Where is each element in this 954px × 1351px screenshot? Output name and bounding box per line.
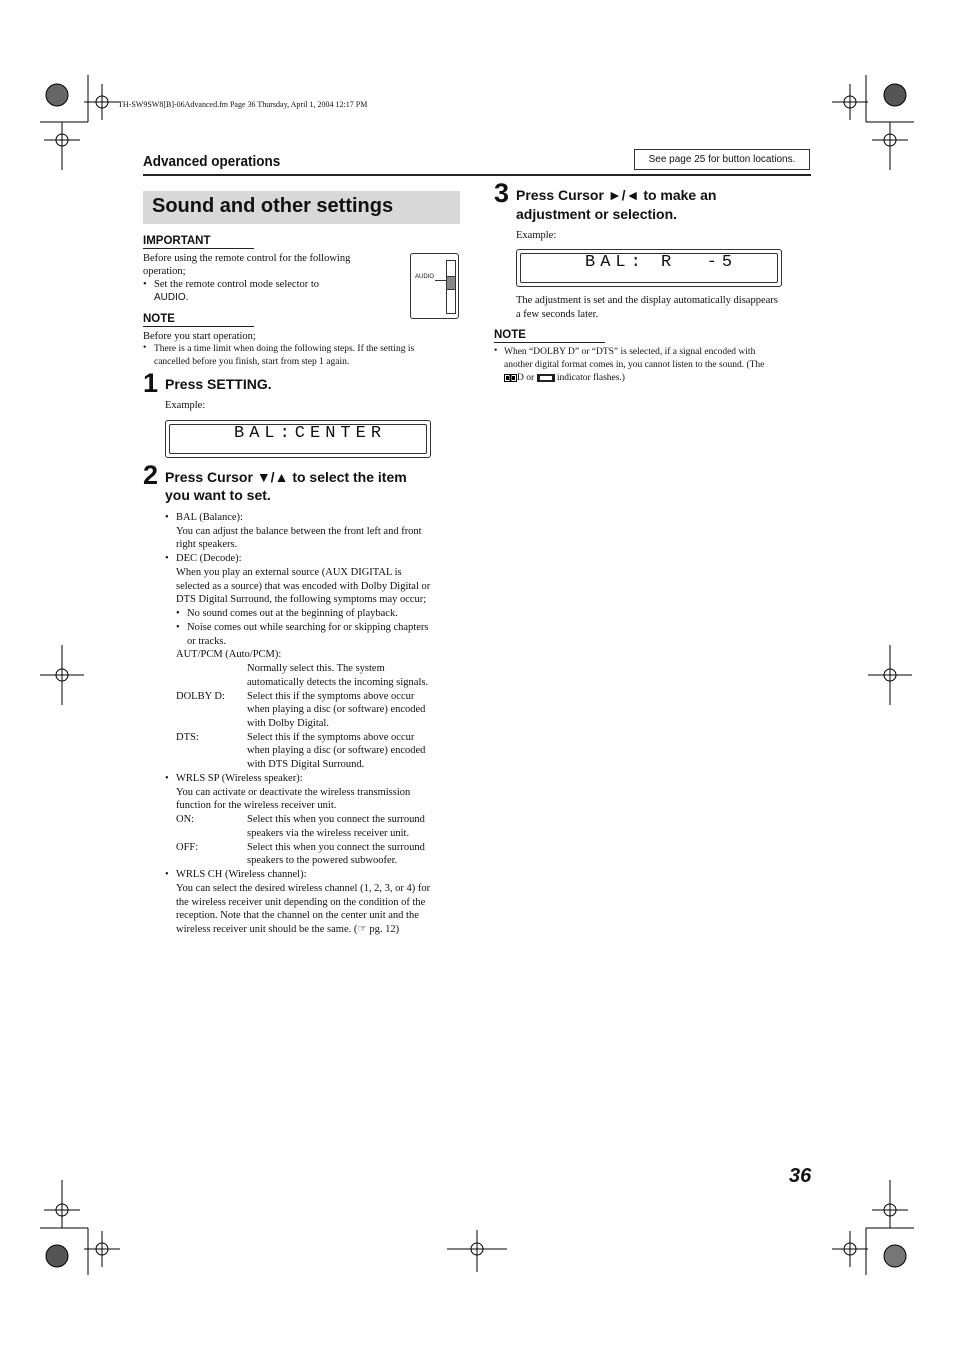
dec-title: DEC (Decode):: [176, 553, 242, 564]
dolby-text-1: Select this if the symptoms above occur: [247, 691, 415, 702]
step-2-line-1: Press Cursor ▼/▲ to select the item: [165, 469, 407, 485]
step-3-result-2: a few seconds later.: [516, 309, 599, 320]
off-text-1: Select this when you connect the surround: [247, 842, 425, 853]
dolby-text-3: with Dolby Digital.: [247, 718, 329, 729]
step-1-text: Press SETTING.: [165, 376, 272, 392]
off-term: OFF:: [176, 842, 199, 853]
dec-text-3: DTS Digital Surround, the following symptoms may occur;: [176, 594, 427, 605]
step-3-line-2: adjustment or selection.: [516, 206, 678, 222]
note-bullet-mark: •: [143, 343, 147, 353]
wch-text-3: reception. Note that the channel on the center unit and the: [176, 910, 419, 921]
aut-title: AUT/PCM (Auto/PCM):: [176, 649, 282, 660]
dolby-logo-icon: [504, 374, 517, 382]
note-2-line-3b: indicator flashes.): [556, 373, 625, 383]
wch-text-1: You can select the desired wireless channel (1, 2, 3, or 4) for: [176, 883, 431, 894]
step-2-number: 2: [143, 460, 159, 490]
see-page-box: See page 25 for button locations.: [634, 149, 810, 170]
dts-logo-icon: [537, 374, 555, 382]
dts-text-3: with DTS Digital Surround.: [247, 759, 365, 770]
dec-text-2: selected as a source) that was encoded with Dolby Digital or: [176, 581, 431, 592]
note-bullet-1: There is a time limit when doing the following steps. If the setting is: [154, 344, 415, 354]
section-title: Advanced operations: [143, 153, 281, 170]
important-bullet-mark: •: [143, 279, 147, 290]
step-3-result-1: The adjustment is set and the display automatically disappears: [516, 295, 778, 306]
step-3-line-1: Press Cursor ►/◄ to make an: [516, 187, 717, 203]
switch-label: AUDIO: [415, 274, 435, 280]
dts-term: DTS:: [176, 732, 199, 743]
note-bullet-2: cancelled before you finish, start from step 1 again.: [154, 357, 350, 367]
note-text: Before you start operation;: [143, 331, 256, 342]
bal-title: BAL (Balance):: [176, 512, 243, 523]
file-info: TH-SW9SW8[B]-06Advanced.fm Page 36 Thursday, April 1, 2004 12:17 PM: [118, 100, 368, 109]
step-1-display: [165, 420, 431, 458]
bal-text-1: You can adjust the balance between the front left and front: [176, 526, 422, 537]
note-2-line-3a: D or: [517, 373, 535, 383]
on-text-1: Select this when you connect the surround: [247, 814, 425, 825]
page-title: Sound and other settings: [152, 195, 394, 217]
dts-text-2: when playing a disc (or software) encoded: [247, 745, 426, 756]
note-2-line-3: [504, 372, 625, 385]
step-1-display-text: BAL:CENTER: [234, 424, 387, 443]
step-2-line-2: you want to set.: [165, 487, 271, 503]
step-3-display-text: BAL: R -5: [585, 253, 738, 272]
step-1-example: Example:: [165, 400, 206, 411]
wch-text-2: the wireless receiver unit depending on the condition of the: [176, 897, 426, 908]
step-3-example: Example:: [516, 230, 557, 241]
symptom-1: No sound comes out at the beginning of playback.: [187, 608, 398, 619]
aut-text-2: automatically detects the incoming signals.: [247, 677, 429, 688]
page-title-box: [143, 191, 460, 224]
step-1-number: 1: [143, 368, 159, 398]
important-label: IMPORTANT: [143, 235, 254, 249]
switch-knob: [446, 276, 456, 290]
important-text-1: Before using the remote control for the following: [143, 253, 351, 264]
symptom-2b: or tracks.: [187, 636, 227, 647]
wch-text-4: wireless receiver unit should be the same. (☞ pg. 12): [176, 924, 400, 935]
note-2-label: NOTE: [494, 329, 605, 343]
dts-text-1: Select this if the symptoms above occur: [247, 732, 415, 743]
note-2-line-2: another digital format comes in, you cannot listen to the sound. (The: [504, 360, 765, 370]
header-rule: [143, 174, 811, 176]
page-number: 36: [789, 1165, 812, 1187]
note-label: NOTE: [143, 313, 254, 327]
aut-text-1: Normally select this. The system: [247, 663, 385, 674]
dolby-term: DOLBY D:: [176, 691, 225, 702]
mode-selector-illustration: [410, 253, 459, 319]
on-term: ON:: [176, 814, 195, 825]
symptom-2a: Noise comes out while searching for or skipping chapters: [187, 622, 429, 633]
important-bullet-2: AUDIO.: [154, 292, 189, 303]
bal-text-2: right speakers.: [176, 539, 238, 550]
wch-title: WRLS CH (Wireless channel):: [176, 869, 307, 880]
dolby-text-2: when playing a disc (or software) encoded: [247, 704, 426, 715]
wsp-text-2: function for the wireless receiver unit.: [176, 800, 337, 811]
step-3-display: [516, 249, 782, 287]
on-text-2: speakers via the wireless receiver unit.: [247, 828, 410, 839]
important-bullet-1: Set the remote control mode selector to: [154, 279, 320, 290]
dec-text-1: When you play an external source (AUX DIGITAL is: [176, 567, 402, 578]
note-2-line-1: When “DOLBY D” or “DTS” is selected, if a signal encoded with: [504, 347, 756, 357]
wsp-title: WRLS SP (Wireless speaker):: [176, 773, 303, 784]
wsp-text-1: You can activate or deactivate the wireless transmission: [176, 787, 411, 798]
off-text-2: speakers to the powered subwoofer.: [247, 855, 398, 866]
important-text-2: operation;: [143, 266, 186, 277]
step-3-number: 3: [494, 178, 510, 208]
